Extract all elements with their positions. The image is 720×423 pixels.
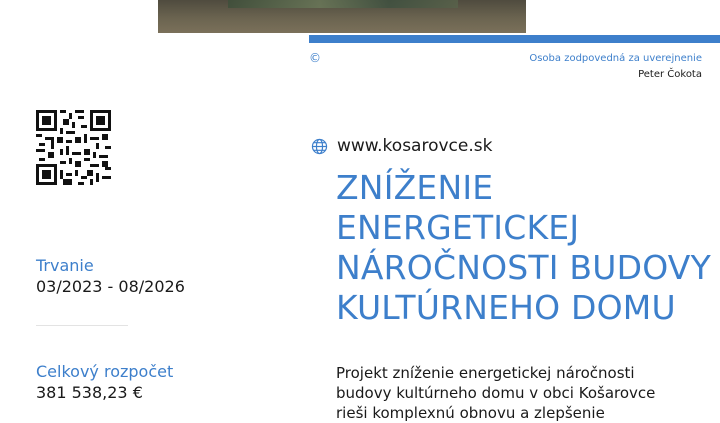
copyright-symbol: © [309,51,321,65]
responsible-person-label: Osoba zodpovedná za uverejnenie [529,53,702,64]
title-line: ZNÍŽENIE [336,168,494,207]
qr-code[interactable] [36,110,111,185]
title-line: NÁROČNOSTI BUDOVY [336,248,711,287]
budget-label: Celkový rozpočet [36,362,174,381]
duration-value: 03/2023 - 08/2026 [36,277,185,296]
divider [36,325,128,326]
globe-icon [311,138,328,155]
responsible-person-name: Peter Čokota [638,69,702,80]
website-link[interactable]: www.kosarovce.sk [337,136,493,156]
description-line: rieši komplexnú obnovu a zlepšenie [336,404,605,422]
title-line: ENERGETICKEJ [336,208,580,247]
description-line: budovy kultúrneho domu v obci Košarovce [336,384,656,402]
project-description [336,363,696,423]
budget-value: 381 538,23 € [36,383,143,402]
project-photo [158,0,526,33]
accent-bar [309,35,720,43]
description-line: Projekt zníženie energetickej náročnosti [336,364,635,382]
project-title [336,168,716,328]
duration-label: Trvanie [36,256,94,275]
website-row[interactable] [311,136,492,156]
title-line: KULTÚRNEHO DOMU [336,288,676,327]
